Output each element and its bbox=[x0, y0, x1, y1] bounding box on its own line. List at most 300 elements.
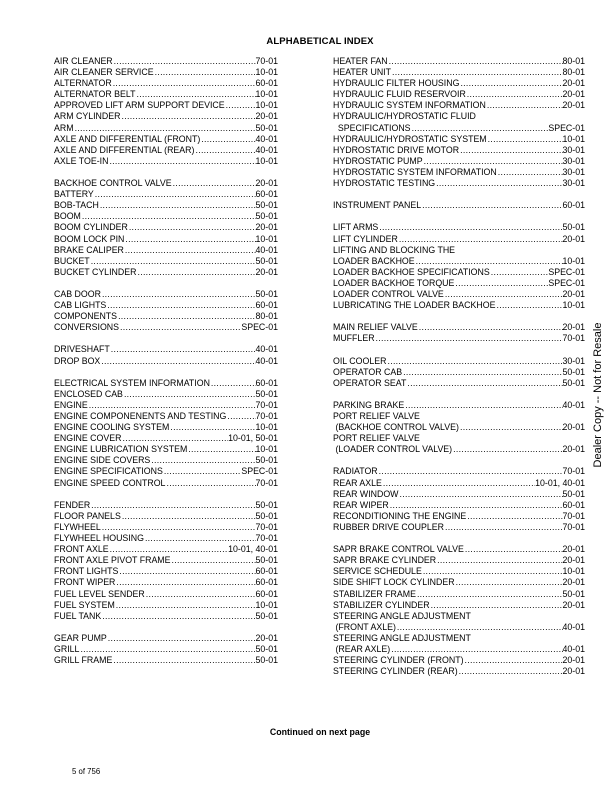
index-entry-page: 80-01 bbox=[255, 311, 278, 322]
leader-dots bbox=[398, 489, 562, 500]
leader-dots bbox=[495, 300, 562, 311]
leader-dots bbox=[210, 378, 256, 389]
leader-dots bbox=[398, 234, 563, 245]
leader-dots bbox=[459, 422, 563, 433]
index-entry bbox=[333, 422, 585, 433]
index-entry bbox=[333, 178, 585, 189]
index-entry-name: AXLE TOE-IN bbox=[54, 155, 109, 166]
index-entry-page: 70-01 bbox=[255, 411, 278, 421]
leader-dots bbox=[123, 389, 256, 400]
index-entry bbox=[54, 566, 278, 577]
index-entry bbox=[333, 400, 585, 411]
index-entry-page: 40-01 bbox=[562, 643, 585, 654]
index-entry-page: 30-01 bbox=[562, 144, 585, 155]
index-entry bbox=[333, 522, 585, 533]
index-entry-page: 40-01 bbox=[255, 344, 278, 355]
leader-dots bbox=[418, 322, 563, 333]
leader-dots bbox=[382, 478, 535, 489]
leader-dots bbox=[101, 611, 255, 622]
index-entry-name: FLYWHEEL HOUSING bbox=[54, 533, 144, 544]
index-entry-page: 20-01 bbox=[255, 266, 278, 277]
leader-dots bbox=[112, 655, 255, 666]
index-entry-page: 10-01 bbox=[562, 255, 585, 266]
index-entry-page: 20-01 bbox=[255, 111, 278, 122]
index-entry-name: ENGINE COOLING SYSTEM bbox=[54, 422, 170, 433]
index-entry bbox=[333, 78, 585, 89]
spacer bbox=[54, 278, 278, 289]
index-entry bbox=[54, 356, 278, 367]
index-entry bbox=[54, 344, 278, 355]
leader-dots bbox=[452, 444, 562, 455]
leader-dots bbox=[121, 511, 256, 522]
index-entry bbox=[54, 577, 278, 588]
index-entry bbox=[333, 222, 585, 233]
leader-dots bbox=[459, 145, 562, 156]
index-entry-name: CONVERSIONS bbox=[54, 322, 120, 333]
index-entry bbox=[333, 489, 585, 500]
index-entry-page: 60-01 bbox=[562, 499, 585, 510]
index-entry bbox=[54, 245, 278, 256]
leader-dots bbox=[106, 300, 255, 311]
leader-dots bbox=[225, 100, 256, 111]
index-entry bbox=[54, 78, 278, 89]
index-entry-page: 10-01 bbox=[562, 566, 585, 577]
index-entry-name: LIFT CYLINDER bbox=[333, 233, 398, 244]
index-entry-name: PARKING BRAKE bbox=[333, 399, 405, 410]
index-entry-page: 20-01 bbox=[562, 422, 585, 433]
index-entry-name: HYDROSTATIC SYSTEM INFORMATION bbox=[333, 166, 497, 177]
index-entry bbox=[333, 256, 585, 267]
index-entry-name: REAR AXLE bbox=[333, 477, 382, 488]
spacer bbox=[333, 455, 585, 466]
index-entry bbox=[333, 666, 585, 677]
index-entry-page: SPEC-01 bbox=[241, 466, 278, 477]
index-entry-name: GRILL FRAME bbox=[54, 655, 113, 666]
index-entry bbox=[333, 433, 585, 444]
index-entry-page: 50-01 bbox=[562, 588, 585, 599]
leader-dots bbox=[430, 600, 563, 611]
index-entry bbox=[54, 89, 278, 100]
leader-dots bbox=[107, 633, 256, 644]
index-entry bbox=[54, 500, 278, 511]
index-entry-name: HEATER UNIT bbox=[333, 67, 391, 78]
leader-dots bbox=[396, 622, 563, 633]
index-entry bbox=[54, 389, 278, 400]
leader-dots bbox=[171, 555, 256, 566]
leader-dots bbox=[459, 78, 562, 89]
leader-dots bbox=[378, 222, 562, 233]
index-entry-page: 50-01 bbox=[562, 488, 585, 499]
leader-dots bbox=[464, 655, 563, 666]
index-entry-page: 10-01 bbox=[255, 100, 278, 111]
index-entry bbox=[333, 500, 585, 511]
leader-dots bbox=[404, 400, 562, 411]
index-entry-page: SPEC-01 bbox=[548, 266, 585, 277]
index-entry bbox=[54, 256, 278, 267]
index-entry-name: HYDRAULIC/HYDROSTATIC SYSTEM bbox=[333, 133, 487, 144]
index-entry-name: RUBBER DRIVE COUPLER bbox=[333, 521, 444, 532]
index-entry bbox=[333, 356, 585, 367]
index-entry-page: 20-01 bbox=[562, 89, 585, 100]
index-entry-page: 50-01 bbox=[562, 222, 585, 233]
index-entry-name: BUCKET CYLINDER bbox=[54, 266, 137, 277]
index-entry-page: 30-01 bbox=[562, 355, 585, 366]
index-entry-page: 20-01 bbox=[562, 322, 585, 333]
index-entry-name: GEAR PUMP bbox=[54, 632, 107, 643]
index-entry bbox=[333, 367, 585, 378]
index-entry-name: BACKHOE CONTROL VALVE bbox=[54, 178, 172, 189]
index-entry bbox=[54, 134, 278, 145]
index-entry bbox=[54, 178, 278, 189]
index-entry bbox=[333, 300, 585, 311]
leader-dots bbox=[90, 500, 255, 511]
index-entry bbox=[333, 100, 585, 111]
leader-dots bbox=[101, 522, 256, 533]
leader-dots bbox=[389, 500, 563, 511]
index-entry bbox=[54, 511, 278, 522]
leader-dots bbox=[415, 256, 563, 267]
index-entry-name: LUBRICATING THE LOADER BACKHOE bbox=[333, 300, 496, 311]
index-entry-name: BATTERY bbox=[54, 189, 94, 200]
index-entry-page: 60-01 bbox=[255, 566, 278, 577]
index-entry-name: (REAR AXLE) bbox=[333, 643, 391, 654]
index-entry-name: STEERING ANGLE ADJUSTMENT bbox=[333, 610, 471, 621]
index-entry-name: ARM CYLINDER bbox=[54, 111, 121, 122]
index-entry-name: ARM bbox=[54, 122, 74, 133]
index-entry bbox=[333, 333, 585, 344]
index-entry-name: (BACKHOE CONTROL VALVE) bbox=[333, 422, 459, 433]
index-entry-name: ENCLOSED CAB bbox=[54, 388, 123, 399]
index-entry-name: GRILL bbox=[54, 643, 80, 654]
index-entry-page: 20-01 bbox=[562, 599, 585, 610]
index-entry-name: ENGINE COMPONENENTS AND TESTING bbox=[54, 411, 227, 421]
index-entry-name: STEERING ANGLE ADJUSTMENT bbox=[333, 632, 471, 643]
index-entry-name: HYDROSTATIC DRIVE MOTOR bbox=[333, 144, 460, 155]
leader-dots bbox=[466, 511, 562, 522]
index-entry-name: REAR WIPER bbox=[333, 499, 389, 510]
index-entry bbox=[54, 589, 278, 600]
leader-dots bbox=[109, 544, 229, 555]
index-entry-name: LIFT ARMS bbox=[333, 222, 379, 233]
index-entry bbox=[333, 145, 585, 156]
index-entry bbox=[333, 156, 585, 167]
index-entry bbox=[54, 289, 278, 300]
index-entry bbox=[333, 444, 585, 455]
index-entry-name: ENGINE COVER bbox=[54, 433, 122, 444]
index-column-left bbox=[54, 56, 278, 666]
index-entry bbox=[333, 278, 585, 289]
index-entry bbox=[54, 522, 278, 533]
index-entry-page: 60-01 bbox=[255, 78, 278, 89]
leader-dots bbox=[110, 344, 256, 355]
index-entry bbox=[54, 378, 278, 389]
index-entry bbox=[333, 566, 585, 577]
index-entry bbox=[333, 245, 585, 256]
index-entry bbox=[54, 633, 278, 644]
leader-dots bbox=[113, 56, 256, 67]
index-entry-page: 30-01 bbox=[562, 155, 585, 166]
index-entry-name: (LOADER CONTROL VALVE) bbox=[333, 444, 453, 455]
index-entry-page: 20-01 bbox=[255, 178, 278, 189]
index-entry-name: LOADER BACKHOE SPECIFICATIONS bbox=[333, 266, 490, 277]
page-title: ALPHABETICAL INDEX bbox=[266, 36, 374, 47]
continued-note: Continued on next page bbox=[269, 727, 371, 737]
index-entry bbox=[333, 600, 585, 611]
index-entry-name: OPERATOR CAB bbox=[333, 366, 403, 377]
leader-dots bbox=[375, 333, 563, 344]
leader-dots bbox=[145, 589, 256, 600]
index-entry-name: LOADER CONTROL VALVE bbox=[333, 288, 444, 299]
leader-dots bbox=[128, 222, 256, 233]
index-entry-name: BRAKE CALIPER bbox=[54, 244, 124, 255]
index-entry-name: DROP BOX bbox=[54, 355, 101, 366]
index-entry-name: SERVICE SCHEDULE bbox=[333, 566, 422, 577]
index-entry bbox=[333, 167, 585, 178]
index-entry bbox=[333, 289, 585, 300]
spacer bbox=[333, 189, 585, 200]
index-entry bbox=[333, 111, 585, 122]
index-entry bbox=[54, 189, 278, 200]
leader-dots bbox=[124, 234, 255, 245]
leader-dots bbox=[136, 267, 255, 278]
index-entry-page: 10-01 bbox=[255, 422, 278, 433]
index-entry-name: CAB DOOR bbox=[54, 288, 101, 299]
leader-dots bbox=[378, 466, 563, 477]
index-entry-name: ENGINE SIDE COVERS bbox=[54, 455, 151, 466]
leader-dots bbox=[486, 100, 563, 111]
index-entry-name: FENDER bbox=[54, 499, 91, 510]
index-entry-page: 20-01 bbox=[255, 222, 278, 233]
leader-dots bbox=[194, 145, 255, 156]
index-entry-name: STABILIZER CYLINDER bbox=[333, 599, 430, 610]
index-entry-page: 70-01 bbox=[562, 333, 585, 344]
index-entry-name: PORT RELIEF VALVE bbox=[333, 433, 420, 444]
index-entry-page: 40-01 bbox=[255, 144, 278, 155]
index-entry-page: 40-01 bbox=[255, 133, 278, 144]
index-entry-page: 20-01 bbox=[562, 655, 585, 666]
index-entry-page: 50-01 bbox=[255, 288, 278, 299]
index-entry-page: 70-01 bbox=[562, 510, 585, 521]
index-entry-name: HYDROSTATIC PUMP bbox=[333, 155, 423, 166]
index-entry-page: 20-01 bbox=[562, 288, 585, 299]
index-entry-page: 20-01 bbox=[562, 666, 585, 677]
index-entry-page: 50-01 bbox=[562, 366, 585, 377]
leader-dots bbox=[200, 134, 255, 145]
index-entry-page: 50-01 bbox=[255, 510, 278, 521]
index-entry bbox=[54, 544, 278, 555]
index-entry-name: LOADER BACKHOE bbox=[333, 255, 415, 266]
index-entry-name: HYDRAULIC SYSTEM INFORMATION bbox=[333, 100, 486, 111]
index-entry-page: 10-01 bbox=[562, 300, 585, 311]
index-entry bbox=[54, 478, 278, 489]
index-entry bbox=[333, 622, 585, 633]
leader-dots bbox=[497, 167, 563, 178]
index-entry-name: HYDRAULIC FLUID RESERVOIR bbox=[333, 89, 466, 100]
index-entry bbox=[54, 111, 278, 122]
index-entry-page: 40-01 bbox=[255, 244, 278, 255]
index-entry-name: FRONT LIGHTS bbox=[54, 566, 119, 577]
leader-dots bbox=[165, 478, 255, 489]
index-entry-name: APPROVED LIFT ARM SUPPORT DEVICE bbox=[54, 100, 225, 111]
index-entry bbox=[333, 544, 585, 555]
index-entry-name: COMPONENTS bbox=[54, 311, 118, 322]
leader-dots bbox=[466, 89, 563, 100]
leader-dots bbox=[435, 178, 562, 189]
index-entry-name: PORT RELIEF VALVE bbox=[333, 411, 420, 421]
index-entry bbox=[54, 644, 278, 655]
index-entry-name: CAB LIGHTS bbox=[54, 300, 107, 311]
index-entry-page: 50-01 bbox=[255, 655, 278, 666]
leader-dots bbox=[444, 522, 563, 533]
index-entry-page: 70-01 bbox=[562, 521, 585, 532]
index-entry bbox=[333, 267, 585, 278]
index-entry-page: 20-01 bbox=[562, 577, 585, 588]
leader-dots bbox=[108, 156, 255, 167]
index-entry bbox=[54, 433, 278, 444]
index-entry bbox=[333, 134, 585, 145]
index-entry-page: 10-01 bbox=[255, 67, 278, 78]
leader-dots bbox=[117, 311, 255, 322]
index-entry-page: 50-01 bbox=[255, 555, 278, 566]
leader-dots bbox=[464, 544, 563, 555]
index-entry-page: 10-01 bbox=[562, 133, 585, 144]
index-entry-page: 50-01 bbox=[255, 643, 278, 654]
index-entry-page: 40-01 bbox=[562, 399, 585, 410]
leader-dots bbox=[422, 566, 563, 577]
index-entry-page: 30-01 bbox=[562, 166, 585, 177]
index-entry bbox=[333, 378, 585, 389]
index-entry bbox=[54, 300, 278, 311]
leader-dots bbox=[121, 433, 228, 444]
index-entry bbox=[54, 411, 278, 422]
index-entry-name: SAPR BRAKE CYLINDER bbox=[333, 555, 437, 566]
leader-dots bbox=[115, 600, 256, 611]
leader-dots bbox=[391, 67, 563, 78]
index-entry-page: 40-01 bbox=[562, 621, 585, 632]
index-entry-name: BOB-TACH bbox=[54, 200, 99, 211]
index-entry bbox=[54, 655, 278, 666]
leader-dots bbox=[454, 278, 548, 289]
index-entry-page: 50-01 bbox=[255, 499, 278, 510]
index-entry bbox=[54, 422, 278, 433]
spacer bbox=[333, 533, 585, 544]
index-entry-name: RECONDITIONING THE ENGINE bbox=[333, 510, 467, 521]
index-entry-page: 60-01 bbox=[255, 189, 278, 200]
index-entry-name: FLOOR PANELS bbox=[54, 510, 121, 521]
index-entry-page: 50-01 bbox=[255, 211, 278, 222]
index-entry-name: SIDE SHIFT LOCK CYLINDER bbox=[333, 577, 455, 588]
index-entry bbox=[333, 644, 585, 655]
index-entry-name: BOOM LOCK PIN bbox=[54, 233, 125, 244]
leader-dots bbox=[388, 56, 563, 67]
index-entry-name: HYDRAULIC/HYDROSTATIC FLUID bbox=[333, 111, 476, 122]
leader-dots bbox=[390, 644, 562, 655]
leader-dots bbox=[226, 411, 255, 422]
index-entry bbox=[333, 555, 585, 566]
index-entry bbox=[54, 444, 278, 455]
spacer bbox=[54, 622, 278, 633]
leader-dots bbox=[421, 200, 562, 211]
spacer bbox=[333, 311, 585, 322]
index-entry-name: FUEL TANK bbox=[54, 610, 102, 621]
index-entry-name: STEERING CYLINDER (REAR) bbox=[333, 666, 458, 677]
spacer bbox=[54, 367, 278, 378]
index-entry-page: SPEC-01 bbox=[241, 322, 278, 333]
index-entry-name: ELECTRICAL SYSTEM INFORMATION bbox=[54, 377, 210, 388]
index-entry bbox=[333, 577, 585, 588]
leader-dots bbox=[402, 367, 562, 378]
index-entry bbox=[54, 234, 278, 245]
index-entry bbox=[333, 511, 585, 522]
spacer bbox=[333, 211, 585, 222]
index-entry-page: 70-01 bbox=[255, 399, 278, 410]
leader-dots bbox=[74, 123, 256, 134]
index-entry-page: 30-01 bbox=[562, 178, 585, 189]
index-entry bbox=[54, 123, 278, 134]
index-entry bbox=[54, 322, 278, 333]
index-entry-name: HYDROSTATIC TESTING bbox=[333, 178, 436, 189]
index-entry-name: ENGINE SPECIFICATIONS bbox=[54, 466, 163, 477]
leader-dots bbox=[416, 589, 563, 600]
index-entry-name: STABILIZER FRAME bbox=[333, 588, 416, 599]
index-entry-page: 50-01 bbox=[255, 388, 278, 399]
index-entry-page: 10-01, 40-01 bbox=[535, 477, 585, 488]
index-entry-page: 70-01 bbox=[255, 477, 278, 488]
index-entry-page: 10-01 bbox=[255, 233, 278, 244]
index-entry bbox=[54, 311, 278, 322]
index-entry-name: LOADER BACKHOE TORQUE bbox=[333, 277, 455, 288]
index-entry bbox=[54, 222, 278, 233]
index-entry-page: 70-01 bbox=[562, 466, 585, 477]
index-entry bbox=[333, 123, 585, 134]
index-entry bbox=[333, 200, 585, 211]
index-entry-page: 20-01 bbox=[255, 632, 278, 643]
leader-dots bbox=[118, 566, 255, 577]
index-entry-page: 20-01 bbox=[562, 444, 585, 455]
index-entry-page: 50-01 bbox=[255, 200, 278, 211]
index-entry-name: RADIATOR bbox=[333, 466, 378, 477]
index-column-right bbox=[333, 56, 585, 677]
index-entry bbox=[54, 466, 278, 477]
index-entry-name: AXLE AND DIFFERENTIAL (REAR) bbox=[54, 144, 195, 155]
index-entry-name: FRONT AXLE bbox=[54, 544, 109, 555]
index-entry-page: 20-01 bbox=[562, 544, 585, 555]
leader-dots bbox=[436, 555, 562, 566]
index-entry-page: 60-01 bbox=[255, 377, 278, 388]
index-entry-page: 60-01 bbox=[255, 577, 278, 588]
spacer bbox=[333, 389, 585, 400]
index-entry-page: 10-01, 40-01 bbox=[228, 544, 278, 555]
leader-dots bbox=[163, 466, 241, 477]
index-entry-name: ALTERNATOR BELT bbox=[54, 89, 136, 100]
index-entry bbox=[333, 67, 585, 78]
leader-dots bbox=[455, 577, 563, 588]
leader-dots bbox=[187, 444, 255, 455]
page-number: 5 of 756 bbox=[72, 767, 101, 776]
index-entry bbox=[54, 100, 278, 111]
leader-dots bbox=[90, 256, 256, 267]
index-entry-page: 10-01 bbox=[255, 444, 278, 455]
index-entry-page: 10-01 bbox=[255, 599, 278, 610]
leader-dots bbox=[487, 134, 563, 145]
index-entry-name: OIL COOLER bbox=[333, 355, 387, 366]
index-entry-name: MUFFLER bbox=[333, 333, 375, 344]
index-entry bbox=[333, 411, 585, 422]
index-entry-page: SPEC-01 bbox=[548, 122, 585, 133]
index-entry bbox=[54, 555, 278, 566]
index-entry-page: 70-01 bbox=[255, 56, 278, 66]
index-entry-name: OPERATOR SEAT bbox=[333, 377, 407, 388]
